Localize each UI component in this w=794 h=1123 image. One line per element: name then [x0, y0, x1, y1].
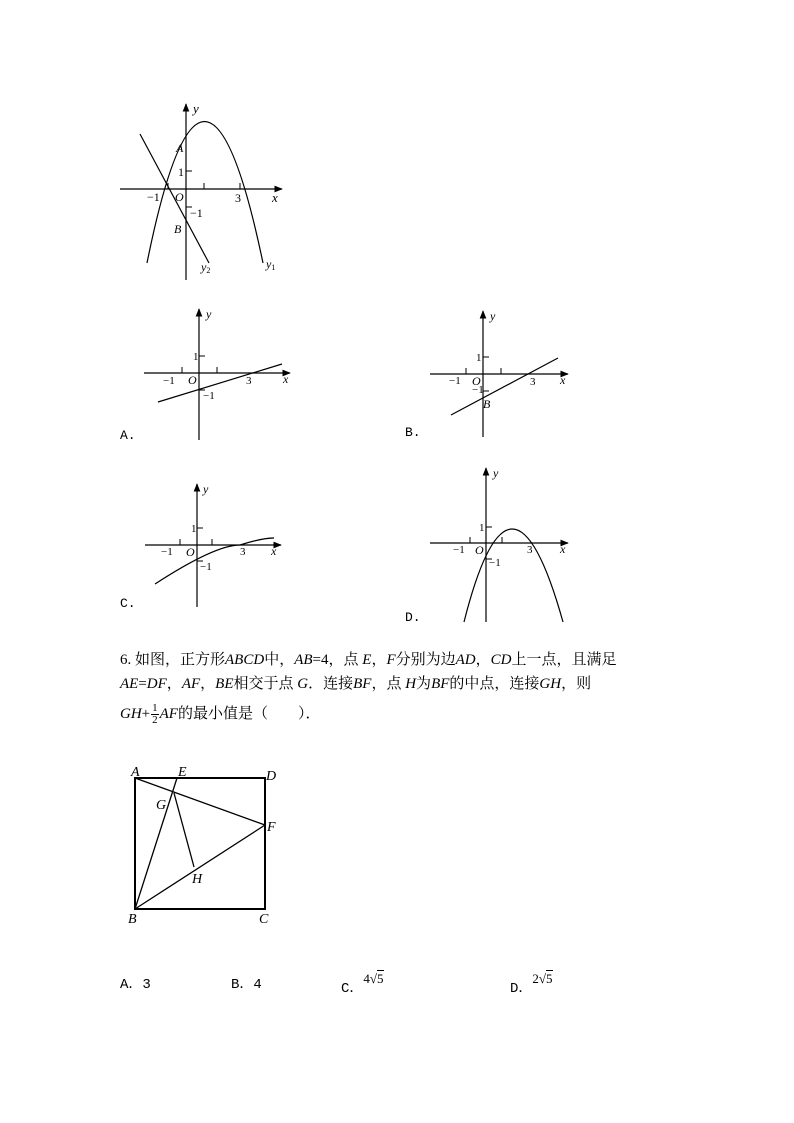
- svg-text:1: 1: [479, 522, 485, 534]
- point-A-label: A: [176, 141, 184, 155]
- svg-text:−1: −1: [161, 546, 173, 558]
- x-axis-label: x: [272, 190, 278, 205]
- svg-text:1: 1: [191, 523, 197, 535]
- choice-b[interactable]: B．4: [231, 977, 262, 993]
- question6-line3: GH+ $\frac{1}{2}$ AF的最小值是（ ）．: [120, 702, 321, 727]
- svg-text:−1: −1: [200, 561, 212, 573]
- option-c-label[interactable]: C.: [120, 596, 136, 611]
- svg-text:3: 3: [530, 376, 536, 388]
- option-a-label[interactable]: A.: [120, 428, 136, 443]
- choice-d[interactable]: D．2√5: [510, 971, 553, 997]
- label-y1: y1: [266, 257, 276, 272]
- svg-text:B: B: [483, 397, 491, 411]
- vertex-B: B: [128, 912, 137, 927]
- segment-GH: [174, 793, 194, 867]
- point-G: G: [156, 798, 167, 813]
- svg-text:y: y: [490, 309, 496, 323]
- svg-text:3: 3: [240, 546, 246, 558]
- svg-text:−1: −1: [489, 557, 501, 569]
- fraction-one-half: $\frac{1}{2}$: [152, 702, 158, 727]
- option-d-label[interactable]: D.: [405, 610, 421, 625]
- sqrt-icon: √: [538, 971, 547, 986]
- label-y2: y2: [201, 260, 211, 275]
- vertex-C: C: [259, 912, 269, 927]
- svg-text:x: x: [560, 373, 566, 387]
- tick-neg1-x: −1: [147, 190, 160, 204]
- svg-text:−1: −1: [203, 390, 215, 402]
- square-ABCD: [135, 778, 265, 909]
- point-B-label: B: [174, 222, 182, 236]
- tick-1-y: 1: [178, 165, 184, 179]
- svg-text:3: 3: [527, 544, 533, 556]
- svg-text:−1: −1: [453, 544, 465, 556]
- point-F: F: [267, 820, 276, 835]
- svg-text:O: O: [186, 545, 195, 559]
- question6-line2: AE=DF，AF，BE相交于点 G．连接BF，点 H为BF的中点，连接GH，则: [120, 676, 592, 692]
- y-axis-label: y: [193, 101, 199, 116]
- svg-text:−1: −1: [163, 375, 175, 387]
- tick-3-x: 3: [235, 191, 241, 205]
- svg-text:y: y: [206, 307, 212, 321]
- svg-text:3: 3: [246, 375, 252, 387]
- segment-BF: [135, 825, 265, 909]
- svg-text:O: O: [472, 374, 481, 388]
- svg-text:−1: −1: [449, 375, 461, 387]
- svg-text:O: O: [475, 543, 484, 557]
- svg-text:y: y: [203, 482, 209, 496]
- segment-AF: [135, 778, 265, 825]
- question-number: 6.: [120, 652, 132, 668]
- svg-text:1: 1: [476, 352, 482, 364]
- svg-text:O: O: [188, 373, 197, 387]
- svg-text:x: x: [560, 542, 566, 556]
- svg-text:−1: −1: [472, 384, 484, 396]
- choice-c[interactable]: C．4√5: [341, 971, 384, 997]
- svg-text:1: 1: [193, 351, 199, 363]
- svg-text:x: x: [283, 372, 289, 386]
- vertex-E: E: [178, 765, 187, 780]
- origin-label: O: [175, 190, 184, 204]
- choice-a[interactable]: A．3: [120, 977, 151, 993]
- point-H: H: [192, 872, 203, 887]
- question6-line1: 6. 如图，正方形ABCD中，AB=4，点 E，F分别为边AD，CD上一点，且满足: [120, 652, 617, 668]
- vertex-A: A: [131, 765, 140, 780]
- vertex-D: D: [266, 769, 277, 784]
- svg-text:x: x: [271, 544, 277, 558]
- svg-text:y: y: [493, 466, 499, 480]
- tick-neg1-y: −1: [190, 206, 203, 220]
- sqrt-icon: √: [369, 971, 378, 986]
- option-b-label[interactable]: B.: [405, 425, 421, 440]
